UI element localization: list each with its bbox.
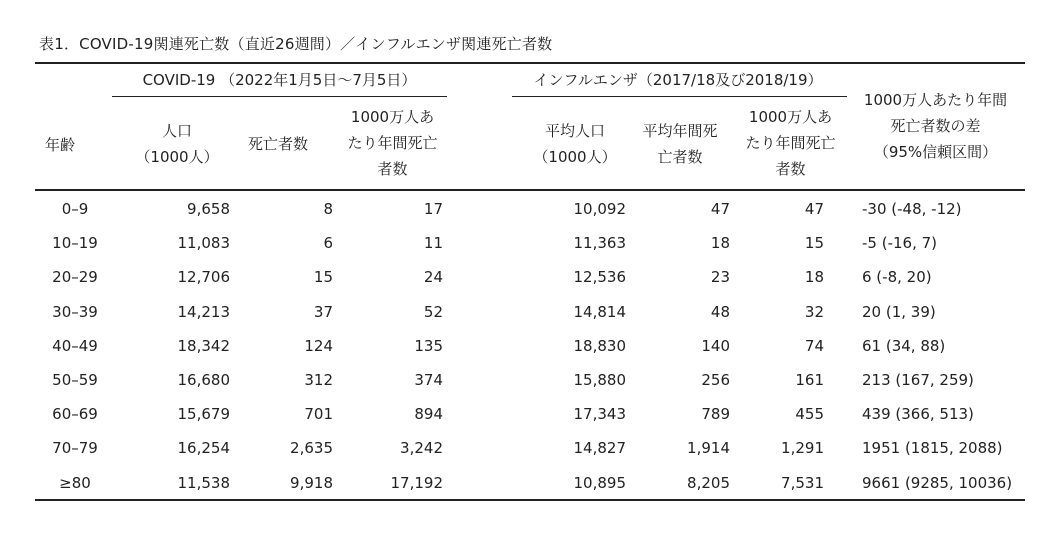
covid-rate-cell: 3,242 (400, 439, 443, 458)
flu-deaths-header (630, 118, 730, 170)
difference-cell: -5 (-16, 7) (862, 234, 938, 253)
covid-deaths-header (228, 131, 328, 157)
covid-population-cell: 18,342 (177, 336, 230, 355)
flu-population-cell: 12,536 (573, 268, 626, 287)
flu-population-cell: 11,363 (573, 234, 626, 253)
flu-deaths-header-line2: 亡者数 (657, 148, 703, 166)
covid-deaths-cell: 124 (304, 336, 333, 355)
covid-population-cell: 11,538 (177, 473, 230, 492)
flu-deaths-header-line1: 平均年間死 (642, 122, 718, 140)
flu-population-cell: 14,827 (573, 439, 626, 458)
age-cell: 50–59 (52, 371, 98, 389)
flu-rate-cell: 18 (804, 268, 824, 287)
flu-population-cell: 17,343 (573, 405, 626, 424)
covid-population-cell: 11,083 (177, 234, 230, 253)
flu-group-header: インフルエンザ（2017/18及び2018/19） (533, 71, 823, 89)
flu-population-header (520, 118, 630, 170)
difference-cell: 439 (366, 513) (862, 405, 974, 424)
covid-deaths-cell: 2,635 (290, 439, 333, 458)
difference-cell: 213 (167, 259) (862, 371, 974, 389)
covid-population-header (112, 118, 242, 170)
covid-rate-cell: 52 (423, 302, 443, 321)
covid-population-cell: 15,679 (177, 405, 230, 424)
diff-header-line2: 死亡者数の差 (890, 117, 981, 135)
covid-rate-cell: 135 (414, 336, 443, 355)
age-cell: 20–29 (52, 268, 98, 287)
flu-rate-cell: 455 (795, 405, 824, 424)
difference-cell: 9661 (9285, 10036) (862, 473, 1013, 492)
flu-deaths-cell: 47 (710, 200, 730, 218)
covid-group-header: COVID-19 （2022年1月5日～7月5日） (142, 71, 417, 89)
flu-rate-cell: 161 (795, 371, 824, 389)
flu-rate-cell: 47 (804, 200, 824, 218)
covid-pop-header-line2: （1000人） (135, 148, 219, 166)
covid-group-underline (112, 96, 447, 97)
header-bottom-rule (35, 189, 1025, 191)
covid-population-cell: 9,658 (187, 200, 230, 218)
covid-rate-cell: 17,192 (390, 473, 443, 492)
age-cell: 60–69 (52, 405, 98, 424)
covid-rate-cell: 17 (423, 200, 443, 218)
difference-cell: 20 (1, 39) (862, 302, 936, 321)
flu-deaths-cell: 48 (710, 302, 730, 321)
covid-rate-header-line1: 1000万人あ (350, 108, 435, 126)
flu-deaths-cell: 1,914 (687, 439, 730, 458)
diff-header-line1: 1000万人あたり年間 (863, 91, 1008, 109)
covid-rate-cell: 894 (414, 405, 443, 424)
table-caption: 表1．COVID-19関連死亡数（直近26週間）／インフルエンザ関連死亡者数 (39, 35, 553, 53)
flu-population-cell: 14,814 (573, 302, 626, 321)
flu-rate-header (733, 104, 848, 182)
covid-deaths-cell: 701 (304, 405, 333, 424)
covid-deaths-cell: 312 (304, 371, 333, 389)
covid-rate-cell: 24 (423, 268, 443, 287)
flu-population-cell: 18,830 (573, 336, 626, 355)
flu-pop-header-line1: 平均人口 (544, 122, 605, 140)
covid-rate-header-line3: 者数 (377, 160, 408, 178)
covid-pop-header-line1: 人口 (161, 122, 192, 140)
age-cell: 70–79 (52, 439, 98, 458)
covid-rate-header-line2: たり年間死亡 (347, 134, 438, 152)
flu-rate-header-line3: 者数 (775, 160, 806, 178)
covid-deaths-cell: 6 (323, 234, 333, 253)
flu-rate-cell: 7,531 (781, 473, 824, 492)
diff-header-line3: （95%信頼区間） (873, 143, 998, 161)
flu-population-cell: 10,092 (573, 200, 626, 218)
flu-population-cell: 15,880 (573, 371, 626, 389)
covid-rate-cell: 374 (414, 371, 443, 389)
covid-population-cell: 14,213 (177, 302, 230, 321)
flu-deaths-cell: 18 (710, 234, 730, 253)
difference-cell: -30 (-48, -12) (862, 200, 962, 218)
covid-population-cell: 16,680 (177, 371, 230, 389)
covid-deaths-cell: 8 (323, 200, 333, 218)
flu-deaths-cell: 23 (710, 268, 730, 287)
age-cell: 30–39 (52, 302, 98, 321)
flu-deaths-cell: 256 (701, 371, 730, 389)
flu-deaths-cell: 8,205 (687, 473, 730, 492)
flu-rate-cell: 32 (804, 302, 824, 321)
table-bottom-rule (35, 499, 1025, 501)
flu-group-underline (512, 96, 847, 97)
table-top-rule (35, 62, 1025, 64)
age-cell: 0–9 (61, 200, 89, 218)
covid-rate-header (335, 104, 450, 182)
flu-pop-header-line2: （1000人） (533, 148, 617, 166)
age-header: 年齢 (44, 136, 75, 154)
covid-rate-cell: 11 (423, 234, 443, 253)
flu-deaths-cell: 140 (701, 336, 730, 355)
flu-population-cell: 10,895 (573, 473, 626, 492)
difference-header (848, 87, 1023, 165)
difference-cell: 1951 (1815, 2088) (862, 439, 1003, 458)
covid-deaths-cell: 15 (313, 268, 333, 287)
difference-cell: 61 (34, 88) (862, 336, 946, 355)
flu-rate-cell: 1,291 (781, 439, 824, 458)
flu-rate-header-line1: 1000万人あ (748, 108, 833, 126)
covid-population-cell: 12,706 (177, 268, 230, 287)
flu-rate-header-line2: たり年間死亡 (745, 134, 836, 152)
age-cell: ≥80 (59, 473, 91, 492)
flu-rate-cell: 15 (804, 234, 824, 253)
covid-deaths-cell: 37 (313, 302, 333, 321)
age-cell: 40–49 (52, 336, 98, 355)
covid-population-cell: 16,254 (177, 439, 230, 458)
flu-deaths-cell: 789 (701, 405, 730, 424)
covid-deaths-header-text: 死亡者数 (247, 135, 308, 153)
difference-cell: 6 (-8, 20) (862, 268, 932, 287)
flu-rate-cell: 74 (804, 336, 824, 355)
covid-deaths-cell: 9,918 (290, 473, 333, 492)
age-cell: 10–19 (52, 234, 98, 253)
